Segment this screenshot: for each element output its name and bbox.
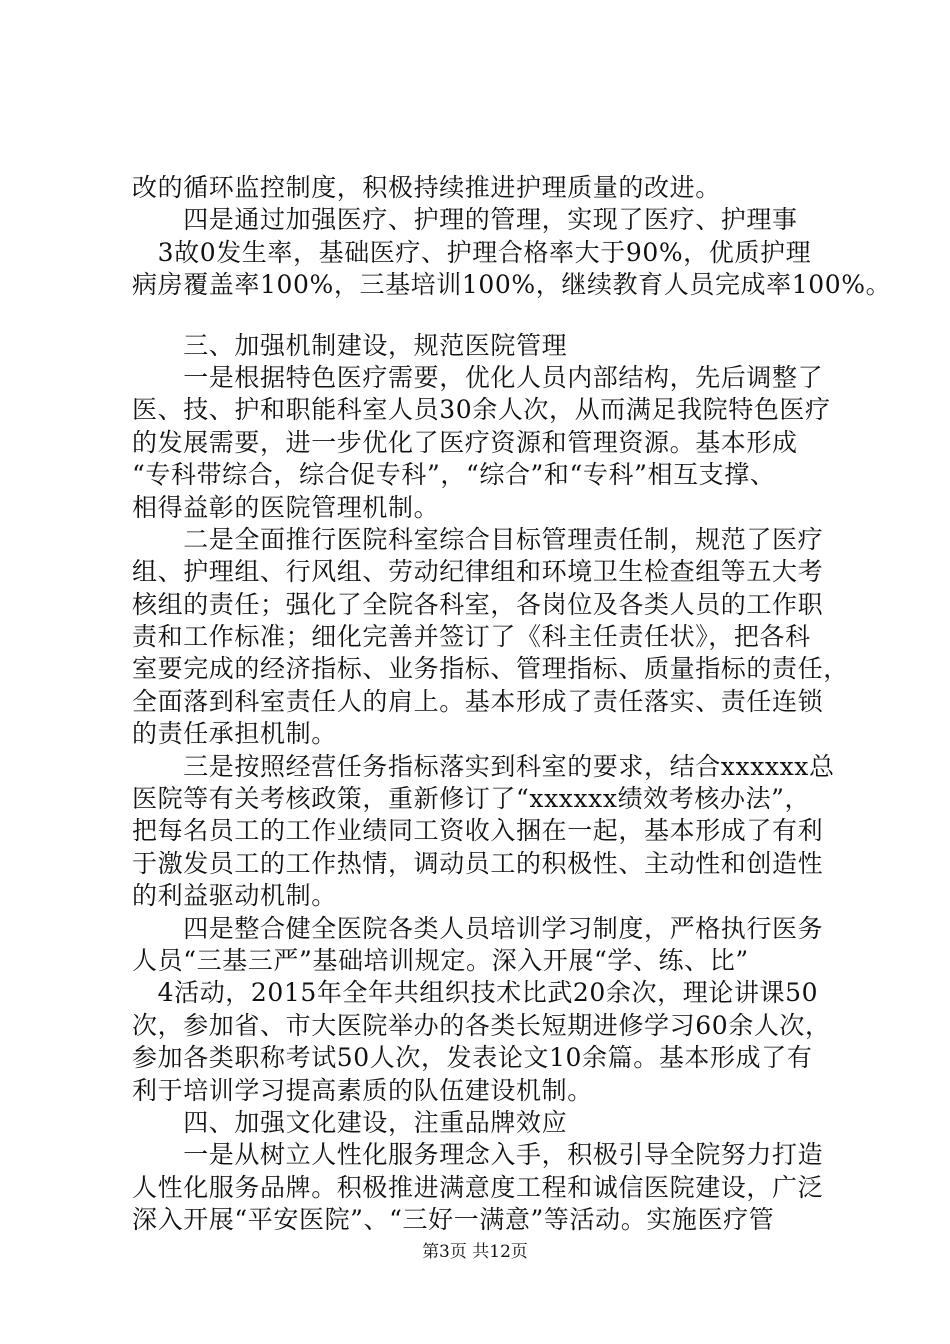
text-line: 把每名员工的工作业绩同工资收入捆在一起，基本形成了有利 — [132, 816, 824, 846]
text-line: 深入开展“平安医院”、“三好一满意”等活动。实施医疗管 — [132, 1205, 775, 1235]
text-line: 四是整合健全医院各类人员培训学习制度，严格执行医务 — [132, 913, 824, 943]
text-line: 一是从树立人性化服务理念入手，积极引导全院努力打造 — [132, 1140, 824, 1170]
text-line: 利于培训学习提高素质的队伍建设机制。 — [132, 1075, 593, 1105]
text-line: 医院等有关考核政策，重新修订了“xxxxxx绩效考核办法”， — [132, 784, 811, 814]
text-line: 核组的责任；强化了全院各科室，各岗位及各类人员的工作职 — [132, 589, 824, 619]
text-line: 室要完成的经济指标、业务指标、管理指标、质量指标的责任， — [132, 654, 849, 684]
paragraph-spacer — [132, 302, 832, 330]
text-line: 组、护理组、行风组、劳动纪律组和环境卫生检查组等五大考 — [132, 557, 824, 587]
text-line: 人性化服务品牌。积极推进满意度工程和诚信医院建设，广泛 — [132, 1172, 824, 1202]
text-line: 医、技、护和职能科室人员30余人次，从而满足我院特色医疗 — [132, 395, 831, 425]
document-body — [132, 172, 892, 1237]
text-line: 3故0发生率，基础医疗、护理合格率大于90%，优质护理 — [132, 237, 812, 267]
text-line: 的利益驱动机制。 — [132, 881, 337, 911]
section-heading: 四、加强文化建设，注重品牌效应 — [132, 1107, 568, 1137]
text-line: 的发展需要，进一步优化了医疗资源和管理资源。基本形成 — [132, 427, 798, 457]
text-line: 一是根据特色医疗需要，优化人员内部结构，先后调整了 — [132, 362, 824, 392]
text-line: 全面落到科室责任人的肩上。基本形成了责任落实、责任连锁 — [132, 686, 824, 716]
text-line: 二是全面推行医院科室综合目标管理责任制，规范了医疗 — [132, 524, 824, 554]
text-line: 相得益彰的医院管理机制。 — [132, 492, 440, 522]
section-heading: 三、加强机制建设，规范医院管理 — [132, 330, 568, 360]
text-line: 人员“三基三严”基础培训规定。深入开展“学、练、比” — [132, 945, 749, 975]
page-footer: 第3页 共12页 — [422, 1242, 528, 1262]
text-line: 于激发员工的工作热情，调动员工的积极性、主动性和创造性 — [132, 848, 824, 878]
text-line: 次，参加省、市大医院举办的各类长短期进修学习60余人次， — [132, 1010, 831, 1040]
text-line: 改的循环监控制度，积极持续推进护理质量的改进。 — [132, 173, 721, 202]
text-line: 参加各类职称考试50人次，发表论文10余篇。基本形成了有 — [132, 1043, 813, 1073]
text-line: 四是通过加强医疗、护理的管理，实现了医疗、护理事 — [132, 205, 798, 235]
text-line: 三是按照经营任务指标落实到科室的要求，结合xxxxxx总 — [132, 751, 835, 781]
text-line: 的责任承担机制。 — [132, 719, 337, 749]
text-line: “专科带综合，综合促专科”，“综合”和“专科”相互支撑、 — [132, 460, 776, 490]
text-line: 责和工作标准；细化完善并签订了《科主任责任状》，把各科 — [132, 622, 811, 652]
text-line: 4活动，2015年全年共组织技术比武20余次，理论讲课50 — [132, 978, 819, 1008]
text-line: 病房覆盖率100%，三基培训100%，继续教育人员完成率100%。 — [132, 270, 892, 300]
